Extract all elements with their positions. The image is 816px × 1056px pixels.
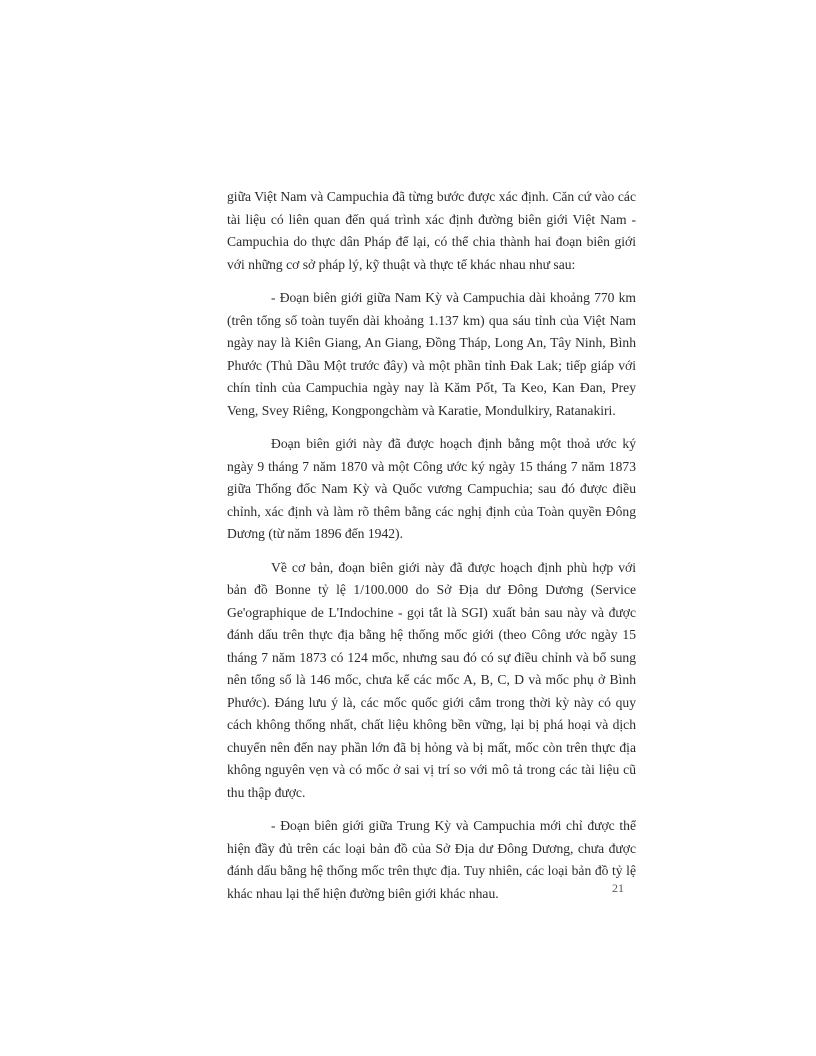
paragraph-nam-ky-border: - Đoạn biên giới giữa Nam Kỳ và Campuchia dài khoảng 770 km (trên tổng số toàn tuyến dài khoảng 1.137 km) qua sáu tỉnh của Việt Nam ngày nay là Kiên Giang, An Giang, Đồng Tháp, Long An, Tây Ninh, Bình Phước (Thủ Dầu Một trước đây) và một phần tỉnh Đak Lak; tiếp giáp với chín tỉnh của Campuchia ngày nay là Kăm Pốt, Ta Keo, Kan Đan, Prey Veng, Svey Riêng, Kongpongchàm và Karatie, Mondulkiry, Ratanakiri.	[227, 290, 636, 418]
document-page	[227, 186, 636, 916]
paragraph-trung-ky-border: - Đoạn biên giới giữa Trung Kỳ và Campuchia mới chỉ được thể hiện đầy đủ trên các loại bản đồ của Sở Địa dư Đông Dương, chưa được đánh dấu bằng hệ thống mốc trên thực địa. Tuy nhiên, các loại bản đồ tỷ lệ khác nhau lại thể hiện đường biên giới khác nhau.	[227, 818, 636, 901]
page-number: 21	[612, 881, 624, 895]
paragraph-treaty: Đoạn biên giới này đã được hoạch định bằng một thoả ước ký ngày 9 tháng 7 năm 1870 và một Công ước ký ngày 15 tháng 7 năm 1873 giữa Thống đốc Nam Kỳ và Quốc vương Campuchia; sau đó được điều chỉnh, xác định và làm rõ thêm bằng các nghị định của Toàn quyền Đông Dương (từ năm 1896 đến 1942).	[227, 436, 636, 541]
paragraph-intro: giữa Việt Nam và Campuchia đã từng bước được xác định. Căn cứ vào các tài liệu có liên quan đến quá trình xác định đường biên giới Việt Nam - Campuchia do thực dân Pháp để lại, có thể chia thành hai đoạn biên giới với những cơ sở pháp lý, kỹ thuật và thực tế khác nhau như sau:	[227, 189, 636, 272]
paragraph-markers: Về cơ bản, đoạn biên giới này đã được hoạch định phù hợp với bản đồ Bonne tỷ lệ 1/100.000 do Sở Địa dư Đông Dương (Service Ge'ographique de L'Indochine - gọi tắt là SGI) xuất bản sau này và được đánh dấu trên thực địa bằng hệ thống mốc giới (theo Công ước ngày 15 tháng 7 năm 1873 có 124 mốc, nhưng sau đó có sự điều chỉnh và bổ sung nên tổng số là 146 mốc, chưa kể các mốc A, B, C, D và mốc phụ ở Bình Phước). Đáng lưu ý là, các mốc quốc giới cắm trong thời kỳ này có quy cách không thống nhất, chất liệu không bền vững, lại bị phá hoại và dịch chuyển nên đến nay phần lớn đã bị hỏng và bị mất, mốc còn trên thực địa không nguyên vẹn và có mốc ở sai vị trí so với mô tả trong các tài liệu cũ thu thập được.	[227, 559, 636, 800]
